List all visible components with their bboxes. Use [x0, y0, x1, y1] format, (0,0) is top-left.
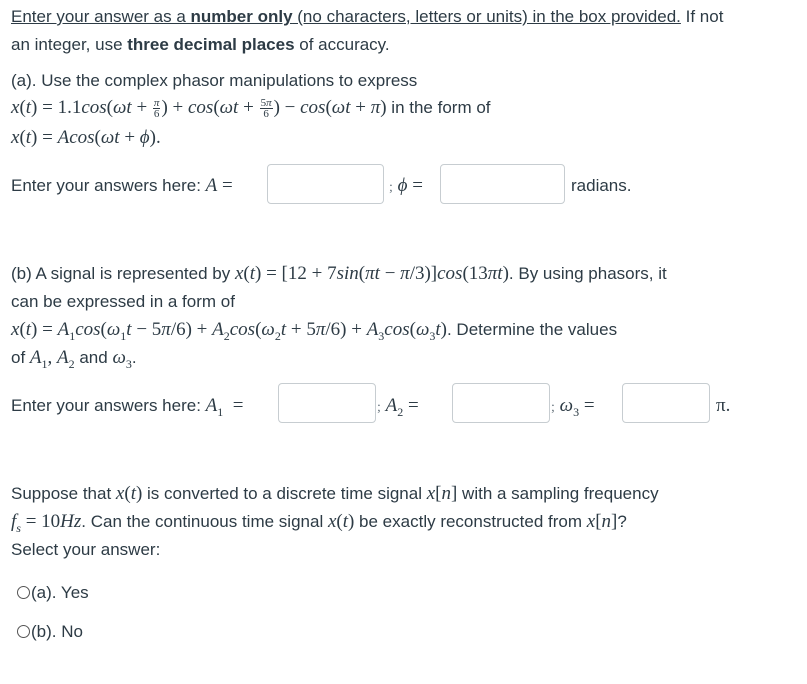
part-b-line-3: $x(t) = A_1\cos(\omega_1t - 5\pi/6) + A_2\cos(\omega_2t + 5\pi/6) + A_3\cos(\omega_3t)$. Determine the values [11, 319, 618, 343]
instruction-line-1: Enter your answer as a number only (no characters, letters or units) in the box provided. If not [11, 7, 724, 26]
part-a-label: (a). Use the complex phasor manipulations to express [11, 71, 418, 90]
w3-label: ; $\omega_3$ = [551, 395, 595, 419]
A2-input[interactable] [452, 383, 550, 423]
phase-phi-input[interactable] [440, 164, 565, 204]
phi-label: ; ϕ = [389, 175, 423, 196]
part-a-target-form: x(t) = Acos(ωt + ϕ). [11, 127, 161, 148]
part-b-line-2: can be expressed in a form of [11, 292, 235, 311]
radio-no[interactable] [17, 625, 30, 638]
part-b-line-1: (b) A signal is represented by x(t) = [12 + 7sin(πt − π/3)]cos(13πt). By using phasors, it [11, 263, 667, 284]
part-c-line-1: Suppose that x(t) is converted to a discrete time signal x[n] with a sampling frequency [11, 483, 659, 504]
radio-yes[interactable] [17, 586, 30, 599]
instruction-underlined: Enter your answer as a number only (no characters, letters or units) in the box provided. [11, 7, 681, 26]
part-a-enter-label: Enter your answers here: A = [11, 175, 233, 196]
A2-label: ; $A_2$ = [377, 395, 419, 419]
part-c-line-2: $f_s = 10Hz$. Can the continuous time signal x(t) be exactly reconstructed from x[n]? [11, 511, 627, 535]
pi-unit: π. [716, 395, 731, 416]
option-yes-label[interactable]: (a). Yes [31, 583, 89, 602]
part-b-line-4: of $A_1$, $A_2$ and $\omega_3$. [11, 347, 137, 371]
x-t-expression: x(t) = 1.1cos(ωt + $\frac{\pi}{6}$ ) + cos(ωt + $\frac{5\pi}{6}$ ) − cos(ωt + π) [11, 97, 387, 121]
amplitude-A-input[interactable] [267, 164, 384, 204]
w3-input[interactable] [622, 383, 710, 423]
part-b-enter-label: Enter your answers here: $A_1$ = [11, 395, 244, 419]
select-answer-label: Select your answer: [11, 540, 161, 559]
radians-unit: radians. [571, 176, 632, 195]
option-no-label[interactable]: (b). No [31, 622, 83, 641]
A1-input[interactable] [278, 383, 376, 423]
part-a-equation: x(t) = 1.1cos(ωt + $\frac{\pi}{6}$ ) + cos(ωt + $\frac{5\pi}{6}$ ) − cos(ωt + π) in the form of [11, 97, 491, 121]
instruction-line-2: an integer, use three decimal places of accuracy. [11, 35, 390, 54]
